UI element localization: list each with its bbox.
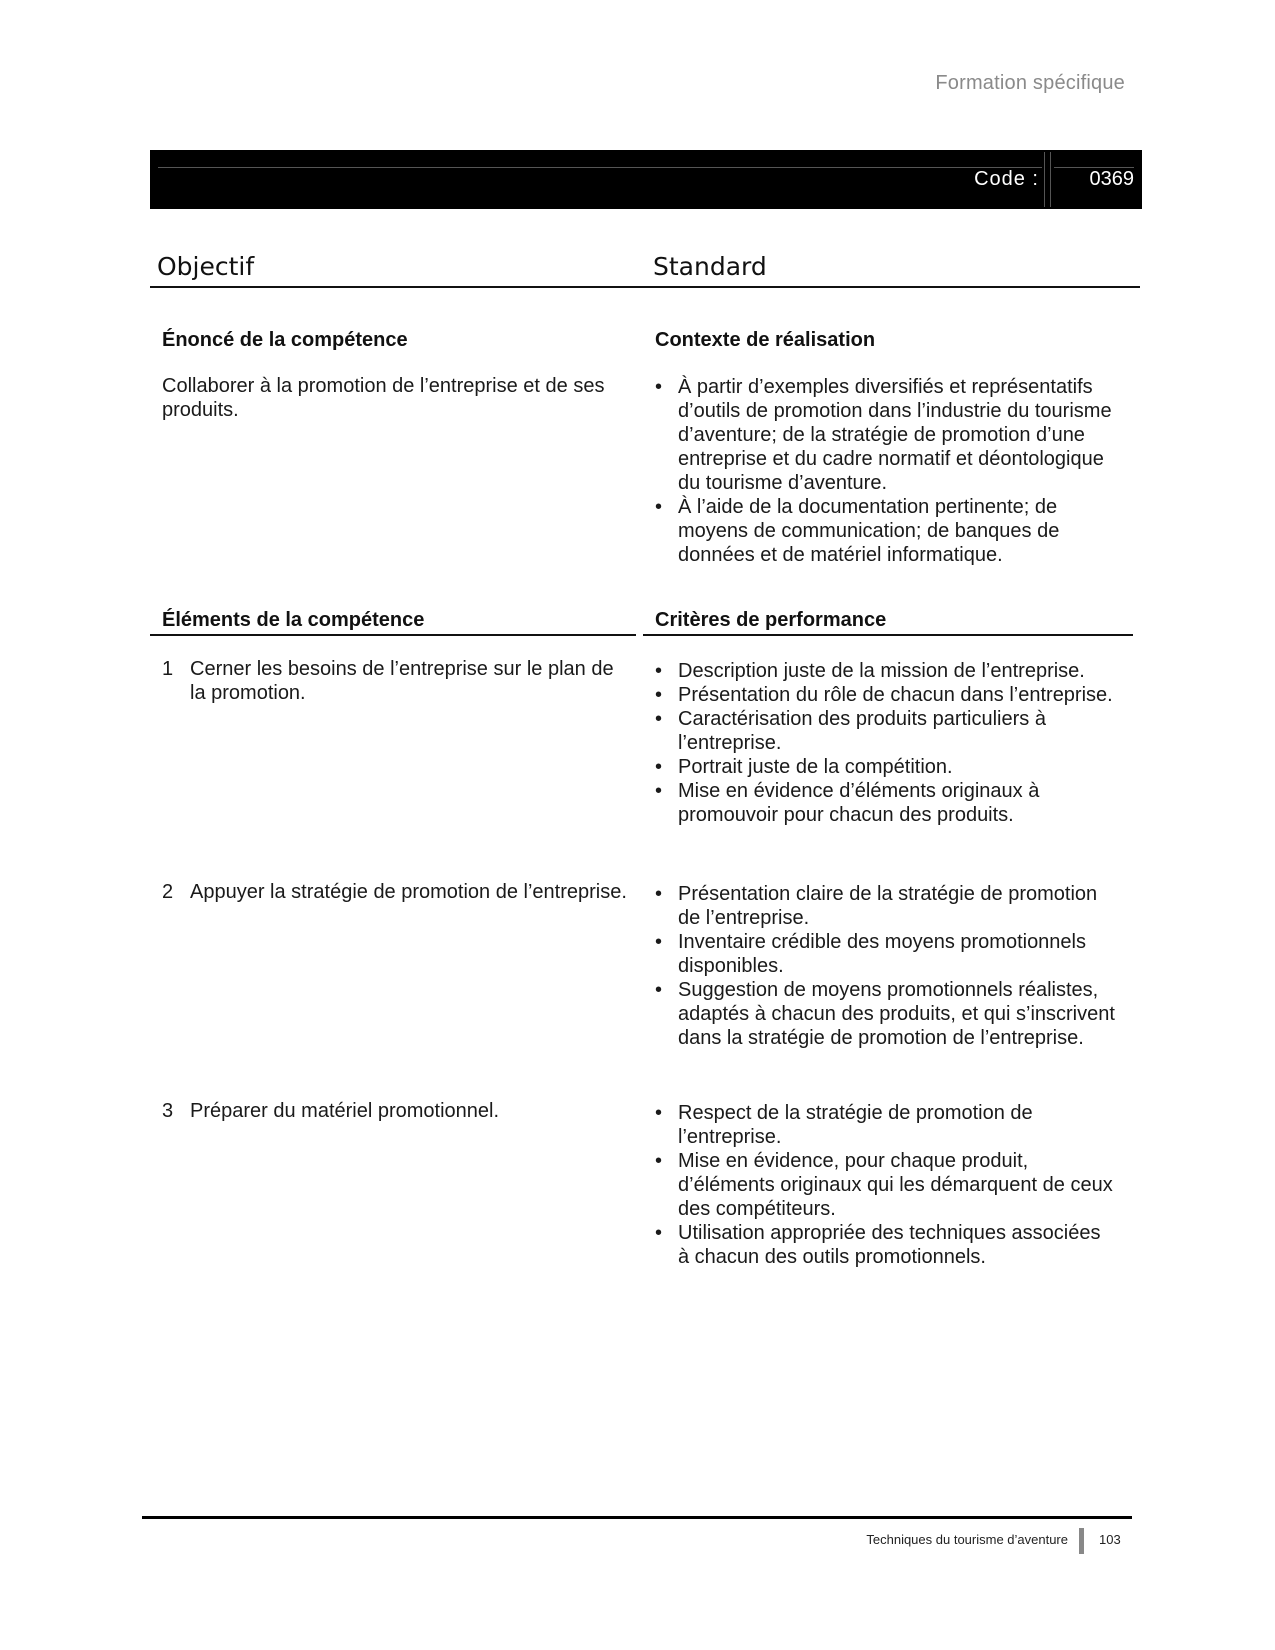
code-bar-divider [1044,152,1045,207]
element-text: Cerner les besoins de l’entreprise sur le plan de la promotion. [190,658,614,704]
section-rule [150,634,636,636]
criteria-list-3 [655,1101,1117,1269]
running-header: Formation spécifique [935,72,1125,94]
list-item: • À partir d’exemples diversifiés et représentatifs d’outils de promotion dans l’industrie du tourisme d’aventure; de la stratégie de promotion d’une entreprise et du cadre normatif et déontologique du tourisme d’aventure. [655,375,1117,495]
code-value: 0369 [1089,168,1134,190]
footer-separator [1079,1528,1084,1554]
list-item: • Suggestion de moyens promotionnels réalistes, adaptés à chacun des produits, et qui s’inscrivent dans la stratégie de promotion de l’entreprise. [655,978,1117,1050]
criteres-label: Critères de performance [655,609,887,631]
element-3 [162,1099,632,1123]
list-item: • Portrait juste de la compétition. [655,755,1117,779]
footer-title: Techniques du tourisme d’aventure [866,1532,1068,1547]
code-bar [150,150,1142,209]
code-label: Code : [974,168,1039,190]
column-heading-standard: Standard [653,252,767,281]
list-item: • À l’aide de la documentation pertinente; de moyens de communication; de banques de données et de matériel informatique. [655,495,1117,567]
column-heading-objectif: Objectif [157,252,255,281]
contexte-label: Contexte de réalisation [655,329,876,351]
footer-rule [142,1516,1132,1519]
enonce-text: Collaborer à la promotion de l’entreprise et de ses produits. [162,375,605,421]
heading-rule [150,286,1140,288]
list-item: • Mise en évidence, pour chaque produit, d’éléments originaux qui les démarquent de ceux des compétiteurs. [655,1149,1117,1221]
list-item: • Présentation claire de la stratégie de promotion de l’entreprise. [655,882,1117,930]
list-item: • Respect de la stratégie de promotion de l’entreprise. [655,1101,1117,1149]
list-item: • Mise en évidence d’éléments originaux à promouvoir pour chacun des produits. [655,779,1117,827]
code-bar-divider [1050,152,1051,207]
element-number: 2 [162,881,174,903]
element-text: Appuyer la stratégie de promotion de l’entreprise. [190,881,627,903]
element-text: Préparer du matériel promotionnel. [190,1100,500,1122]
elements-label: Éléments de la compétence [162,609,425,631]
element-number: 1 [162,658,174,680]
section-rule [643,634,1133,636]
list-item: • Inventaire crédible des moyens promotionnels disponibles. [655,930,1117,978]
element-number: 3 [162,1100,174,1122]
element-1 [162,657,632,705]
element-2 [162,880,632,904]
criteria-list-2 [655,882,1117,1050]
list-item: • Utilisation appropriée des techniques associées à chacun des outils promotionnels. [655,1221,1117,1269]
contexte-list [655,375,1117,567]
enonce-label: Énoncé de la compétence [162,329,408,351]
criteria-list-1 [655,659,1117,827]
code-bar-rule [158,167,1042,168]
list-item: • Description juste de la mission de l’entreprise. [655,659,1117,683]
page-number: 103 [1099,1532,1121,1547]
list-item: • Caractérisation des produits particuliers à l’entreprise. [655,707,1117,755]
list-item: • Présentation du rôle de chacun dans l’entreprise. [655,683,1117,707]
